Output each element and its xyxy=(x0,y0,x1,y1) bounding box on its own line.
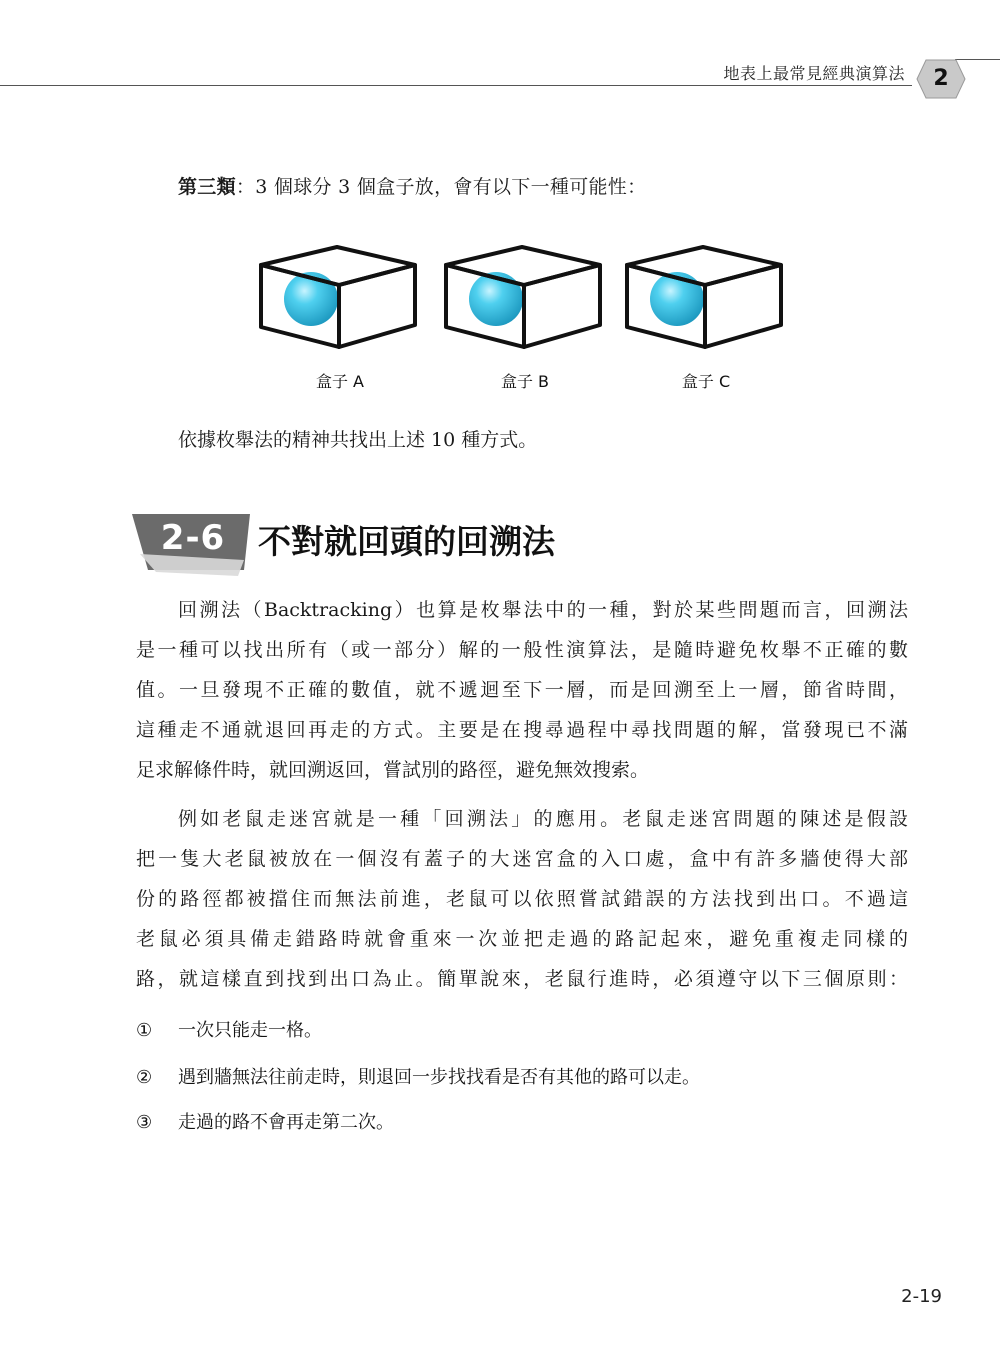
paragraph-line: 老鼠必須具備走錯路時就會重來一次並把走過的路記起來，避免重複走同樣的 xyxy=(136,928,908,950)
intro-line xyxy=(178,172,646,199)
box-illustration xyxy=(440,245,610,355)
rule-mark: ② xyxy=(136,1067,153,1088)
header-rule xyxy=(0,85,912,86)
paragraph-line: 這種走不通就退回再走的方式。主要是在搜尋過程中尋找問題的解，當發現已不滿 xyxy=(136,719,908,741)
box-figure xyxy=(255,245,795,395)
paragraph-line: 回溯法（Backtracking）也算是枚舉法中的一種，對於某些問題而言，回溯法 xyxy=(178,599,908,621)
rule-item xyxy=(136,1063,700,1089)
page-number: 2-19 xyxy=(901,1286,942,1307)
running-title: 地表上最常見經典演算法 xyxy=(723,64,905,83)
box-a xyxy=(255,245,425,395)
intro-label: 第三類 xyxy=(178,176,236,198)
rule-mark: ① xyxy=(136,1020,153,1041)
box-label: 盒子 C xyxy=(681,372,731,391)
chapter-badge xyxy=(916,59,966,99)
paragraph-line: 路，就這樣直到找到出口為止。簡單說來，老鼠行進時，必須遵守以下三個原則： xyxy=(136,968,908,990)
rule-item xyxy=(136,1016,322,1042)
paragraph-line: 份的路徑都被擋住而無法前進，老鼠可以依照嘗試錯誤的方法找到出口。不過這 xyxy=(136,888,908,910)
box-b xyxy=(440,245,610,395)
paragraph-line: 足求解條件時，就回溯返回，嘗試別的路徑，避免無效搜索。 xyxy=(136,759,650,781)
rule-text: 遇到牆無法往前走時，則退回一步找找看是否有其他的路可以走。 xyxy=(178,1067,700,1088)
rule-text: 走過的路不會再走第二次。 xyxy=(178,1112,394,1133)
paragraph-line: 值。一旦發現不正確的數值，就不遞迴至下一層，而是回溯至上一層，節省時間， xyxy=(136,679,908,701)
paragraph-line: 例如老鼠走迷宮就是一種「回溯法」的應用。老鼠走迷宮問題的陳述是假設 xyxy=(178,808,908,830)
box-label: 盒子 A xyxy=(315,372,365,391)
intro-text: ：3 個球分 3 個盒子放，會有以下一種可能性： xyxy=(235,176,647,198)
rule-item xyxy=(136,1108,394,1134)
paragraph-line: 是一種可以找出所有（或一部分）解的一般性演算法，是隨時避免枚舉不正確的數 xyxy=(136,639,908,661)
ball xyxy=(284,272,338,326)
conclusion-text: 依據枚舉法的精神共找出上述 10 種方式。 xyxy=(178,429,538,451)
box-c xyxy=(621,245,791,395)
ball xyxy=(650,272,704,326)
ball xyxy=(469,272,523,326)
rule-text: 一次只能走一格。 xyxy=(178,1020,322,1041)
box-illustration xyxy=(621,245,791,355)
section-number: 2-6 xyxy=(160,518,226,558)
chapter-number: 2 xyxy=(933,66,949,91)
paragraph-backtracking xyxy=(136,590,908,790)
paragraph-line: 把一隻大老鼠被放在一個沒有蓋子的大迷宮盒的入口處，盒中有許多牆使得大部 xyxy=(136,848,908,870)
section-title: 不對就回頭的回溯法 xyxy=(258,522,555,561)
rule-mark: ③ xyxy=(136,1112,153,1133)
box-illustration xyxy=(255,245,425,355)
paragraph-maze xyxy=(136,799,908,999)
box-label: 盒子 B xyxy=(500,372,550,391)
